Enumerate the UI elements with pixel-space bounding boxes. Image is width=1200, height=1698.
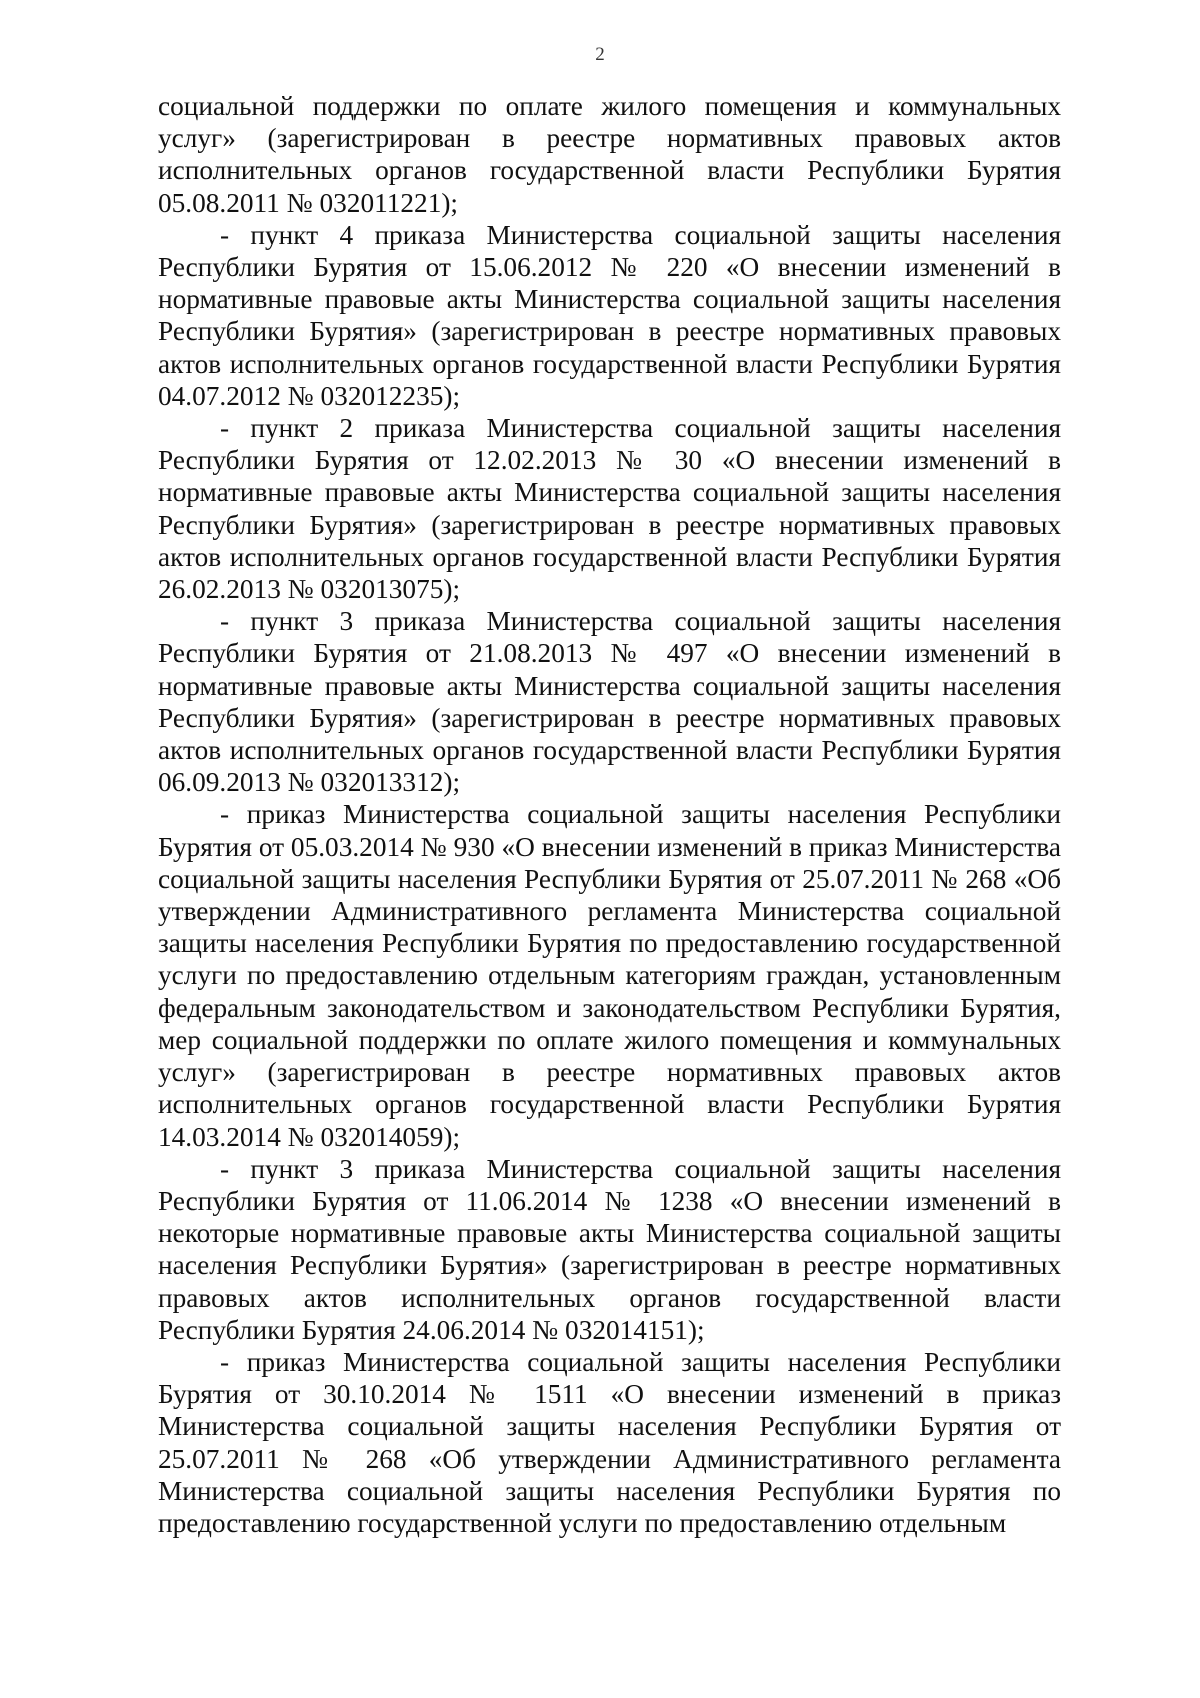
paragraph-item: - пункт 4 приказа Министерства социальной защиты населения Республики Бурятия от 15.06.2012 № 220 «О внесении изменений в нормативные правовые акты Министерства социальной защиты населения Республики Бурятия» (зарегистрирован в реестре нормативных правовых актов исполнительных органов государственной власти Республики Бурятия 04.07.2012 № 032012235);: [158, 219, 1061, 411]
page-number: 2: [595, 44, 605, 65]
paragraph-item: - пункт 3 приказа Министерства социальной защиты населения Республики Бурятия от 21.08.2013 № 497 «О внесении изменений в нормативные правовые акты Министерства социальной защиты населения Республики Бурятия» (зарегистрирован в реестре нормативных правовых актов исполнительных органов государственной власти Республики Бурятия 06.09.2013 № 032013312);: [158, 606, 1061, 798]
paragraph-item: - приказ Министерства социальной защиты населения Республики Бурятия от 05.03.2014 № 930 «О внесении изменений в приказ Министерства социальной защиты населения Республики Бурятия от 25.07.2011 № 268 «Об утверждении Административного регламента Министерства социальной защиты населения Республики Бурятия по предоставлению государственной услуги по предоставлению отдельным категориям граждан, установленным федеральным законодательством и законодательством Республики Бурятия, мер социальной поддержки по оплате жилого помещения и коммунальных услуг» (зарегистрирован в реестре нормативных правовых актов исполнительных органов государственной власти Республики Бурятия 14.03.2014 № 032014059);: [158, 799, 1061, 1152]
paragraph-item: - приказ Министерства социальной защиты населения Республики Бурятия от 30.10.2014 № 1511 «О внесении изменений в приказ Министерства социальной защиты населения Республики Бурятия от 25.07.2011 № 268 «Об утверждении Административного регламента Министерства социальной защиты населения Республики Бурятия по предоставлению государственной услуги по предоставлению отдельным: [158, 1346, 1061, 1538]
paragraph-continued: социальной поддержки по оплате жилого помещения и коммунальных услуг» (зарегистрирован в реестре нормативных правовых актов исполнительных органов государственной власти Республики Бурятия 05.08.2011 № 032011221);: [158, 91, 1061, 218]
paragraph-item: - пункт 2 приказа Министерства социальной защиты населения Республики Бурятия от 12.02.2013 № 30 «О внесении изменений в нормативные правовые акты Министерства социальной защиты населения Республики Бурятия» (зарегистрирован в реестре нормативных правовых актов исполнительных органов государственной власти Республики Бурятия 26.02.2013 № 032013075);: [158, 413, 1061, 605]
paragraph-item: - пункт 3 приказа Министерства социальной защиты населения Республики Бурятия от 11.06.2014 № 1238 «О внесении изменений в некоторые нормативные правовые акты Министерства социальной защиты населения Республики Бурятия» (зарегистрирован в реестре нормативных правовых актов исполнительных органов государственной власти Республики Бурятия 24.06.2014 № 032014151);: [158, 1153, 1061, 1345]
document-body: [158, 90, 1061, 1539]
